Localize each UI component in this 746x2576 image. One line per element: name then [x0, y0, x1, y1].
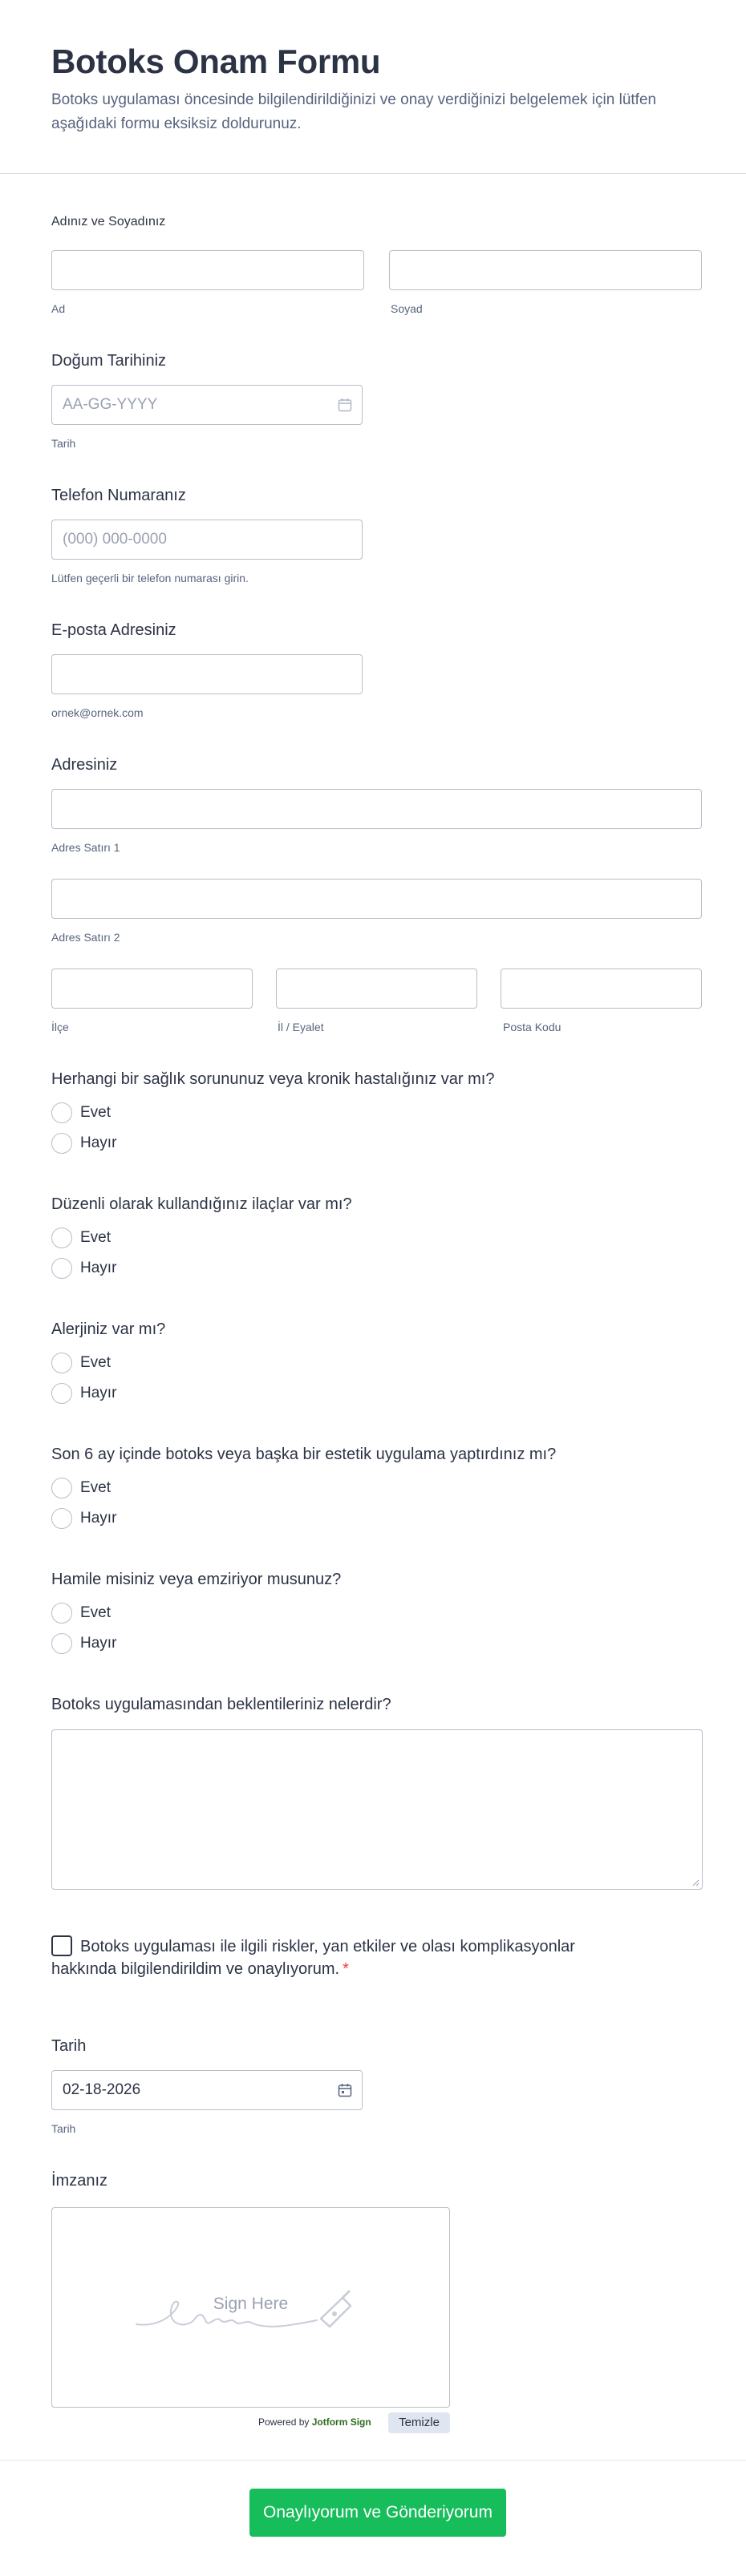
- footer-divider: [0, 2460, 746, 2461]
- question-health-label: Herhangi bir sağlık sorununuz veya kronik hastalığınız var mı?: [51, 1070, 495, 1088]
- email-input[interactable]: [51, 654, 363, 694]
- phone-placeholder: (000) 000-0000: [63, 531, 167, 548]
- question-health-no-option[interactable]: [51, 1131, 116, 1155]
- email-label: E-posta Adresiniz: [51, 621, 176, 639]
- powered-by: [258, 2415, 371, 2429]
- radio-button[interactable]: [51, 1633, 72, 1654]
- radio-label: Evet: [80, 1104, 111, 1121]
- district-sublabel: İlçe: [51, 1021, 69, 1033]
- address-line2-input[interactable]: [51, 879, 702, 919]
- district-input[interactable]: [51, 969, 253, 1009]
- resize-handle-icon[interactable]: [691, 1878, 699, 1887]
- birthdate-placeholder: AA-GG-YYYY: [63, 396, 158, 413]
- radio-button[interactable]: [51, 1353, 72, 1373]
- radio-label: Hayır: [80, 1134, 117, 1151]
- consent-field: [51, 1935, 629, 1980]
- postal-code-input[interactable]: [501, 969, 702, 1009]
- form-subtitle: Botoks uygulaması öncesinde bilgilendirildiğinizi ve onay verdiğinizi belgelemek için lütfen aşağıdaki formu eksiksiz doldurunuz.: [51, 91, 657, 132]
- question-previous-treatment-label: Son 6 ay içinde botoks veya başka bir estetik uygulama yaptırdınız mı?: [51, 1446, 557, 1463]
- birthdate-label: Doğum Tarihiniz: [51, 352, 167, 370]
- question-pregnancy-no-option[interactable]: [51, 1632, 116, 1656]
- form-title: Botoks Onam Formu: [51, 42, 381, 80]
- consent-checkbox[interactable]: [51, 1935, 72, 1956]
- radio-button[interactable]: [51, 1227, 72, 1248]
- province-sublabel: İl / Eyalet: [278, 1021, 324, 1033]
- phone-label: Telefon Numaranız: [51, 487, 186, 504]
- signature-scribble-icon: [132, 2280, 373, 2336]
- required-mark: *: [343, 1960, 349, 1978]
- address-line2-sublabel: Adres Satırı 2: [51, 931, 120, 944]
- phone-input[interactable]: [51, 520, 363, 560]
- radio-label: Hayır: [80, 1260, 117, 1276]
- last-name-sublabel: Soyad: [391, 302, 423, 315]
- question-pregnancy-yes-option[interactable]: [51, 1601, 111, 1625]
- address-line1-sublabel: Adres Satırı 1: [51, 841, 120, 854]
- postal-code-sublabel: Posta Kodu: [503, 1021, 562, 1033]
- address-line1-input[interactable]: [51, 789, 702, 829]
- last-name-input[interactable]: [389, 250, 702, 290]
- question-allergy-label: Alerjiniz var mı?: [51, 1320, 166, 1338]
- question-previous-treatment-yes-option[interactable]: [51, 1476, 111, 1500]
- date-input[interactable]: [51, 2070, 363, 2110]
- first-name-sublabel: Ad: [51, 302, 66, 315]
- question-previous-treatment-no-option[interactable]: [51, 1506, 116, 1531]
- powered-prefix: Powered by: [258, 2416, 310, 2428]
- signature-placeholder: Sign Here: [213, 2295, 289, 2313]
- province-input[interactable]: [276, 969, 477, 1009]
- address-label: Adresiniz: [51, 756, 118, 774]
- expectations-textarea[interactable]: [51, 1729, 703, 1890]
- radio-button[interactable]: [51, 1133, 72, 1154]
- first-name-input[interactable]: [51, 250, 364, 290]
- phone-sublabel: Lütfen geçerli bir telefon numarası girin.: [51, 572, 249, 584]
- radio-button[interactable]: [51, 1478, 72, 1498]
- date-sublabel: Tarih: [51, 2122, 76, 2135]
- radio-button[interactable]: [51, 1383, 72, 1404]
- question-health-yes-option[interactable]: [51, 1101, 111, 1125]
- form-header: [0, 0, 746, 174]
- powered-brand: Jotform Sign: [311, 2416, 371, 2428]
- clear-signature-button[interactable]: Temizle: [388, 2412, 450, 2433]
- radio-button[interactable]: [51, 1508, 72, 1529]
- email-sublabel: ornek@ornek.com: [51, 706, 144, 719]
- radio-button[interactable]: [51, 1603, 72, 1624]
- expectations-label: Botoks uygulamasından beklentileriniz nelerdir?: [51, 1696, 391, 1713]
- calendar-icon[interactable]: [338, 398, 352, 412]
- radio-button[interactable]: [51, 1102, 72, 1123]
- radio-label: Evet: [80, 1604, 111, 1621]
- calendar-icon[interactable]: [338, 2083, 352, 2097]
- question-medication-yes-option[interactable]: [51, 1226, 111, 1250]
- question-pregnancy-label: Hamile misiniz veya emziriyor musunuz?: [51, 1571, 342, 1588]
- signature-pad[interactable]: [51, 2207, 450, 2408]
- submit-button[interactable]: Onaylıyorum ve Gönderiyorum: [249, 2489, 506, 2537]
- birthdate-sublabel: Tarih: [51, 437, 76, 450]
- consent-text: Botoks uygulaması ile ilgili riskler, yan etkiler ve olası komplikasyonlar hakkında bilgilendirildim ve onaylıyorum.: [51, 1938, 575, 1978]
- signature-label: İmzanız: [51, 2172, 108, 2190]
- date-label: Tarih: [51, 2037, 87, 2055]
- radio-button[interactable]: [51, 1258, 72, 1279]
- radio-label: Evet: [80, 1229, 111, 1246]
- radio-label: Hayır: [80, 1635, 117, 1652]
- birthdate-input[interactable]: [51, 385, 363, 425]
- question-medication-label: Düzenli olarak kullandığınız ilaçlar var mı?: [51, 1195, 352, 1213]
- radio-label: Evet: [80, 1354, 111, 1371]
- question-allergy-yes-option[interactable]: [51, 1351, 111, 1375]
- date-value: 02-18-2026: [63, 2081, 141, 2098]
- question-medication-no-option[interactable]: [51, 1256, 116, 1280]
- radio-label: Hayır: [80, 1385, 117, 1401]
- radio-label: Evet: [80, 1479, 111, 1496]
- radio-label: Hayır: [80, 1510, 117, 1527]
- name-label: Adınız ve Soyadınız: [51, 215, 166, 228]
- question-allergy-no-option[interactable]: [51, 1381, 116, 1405]
